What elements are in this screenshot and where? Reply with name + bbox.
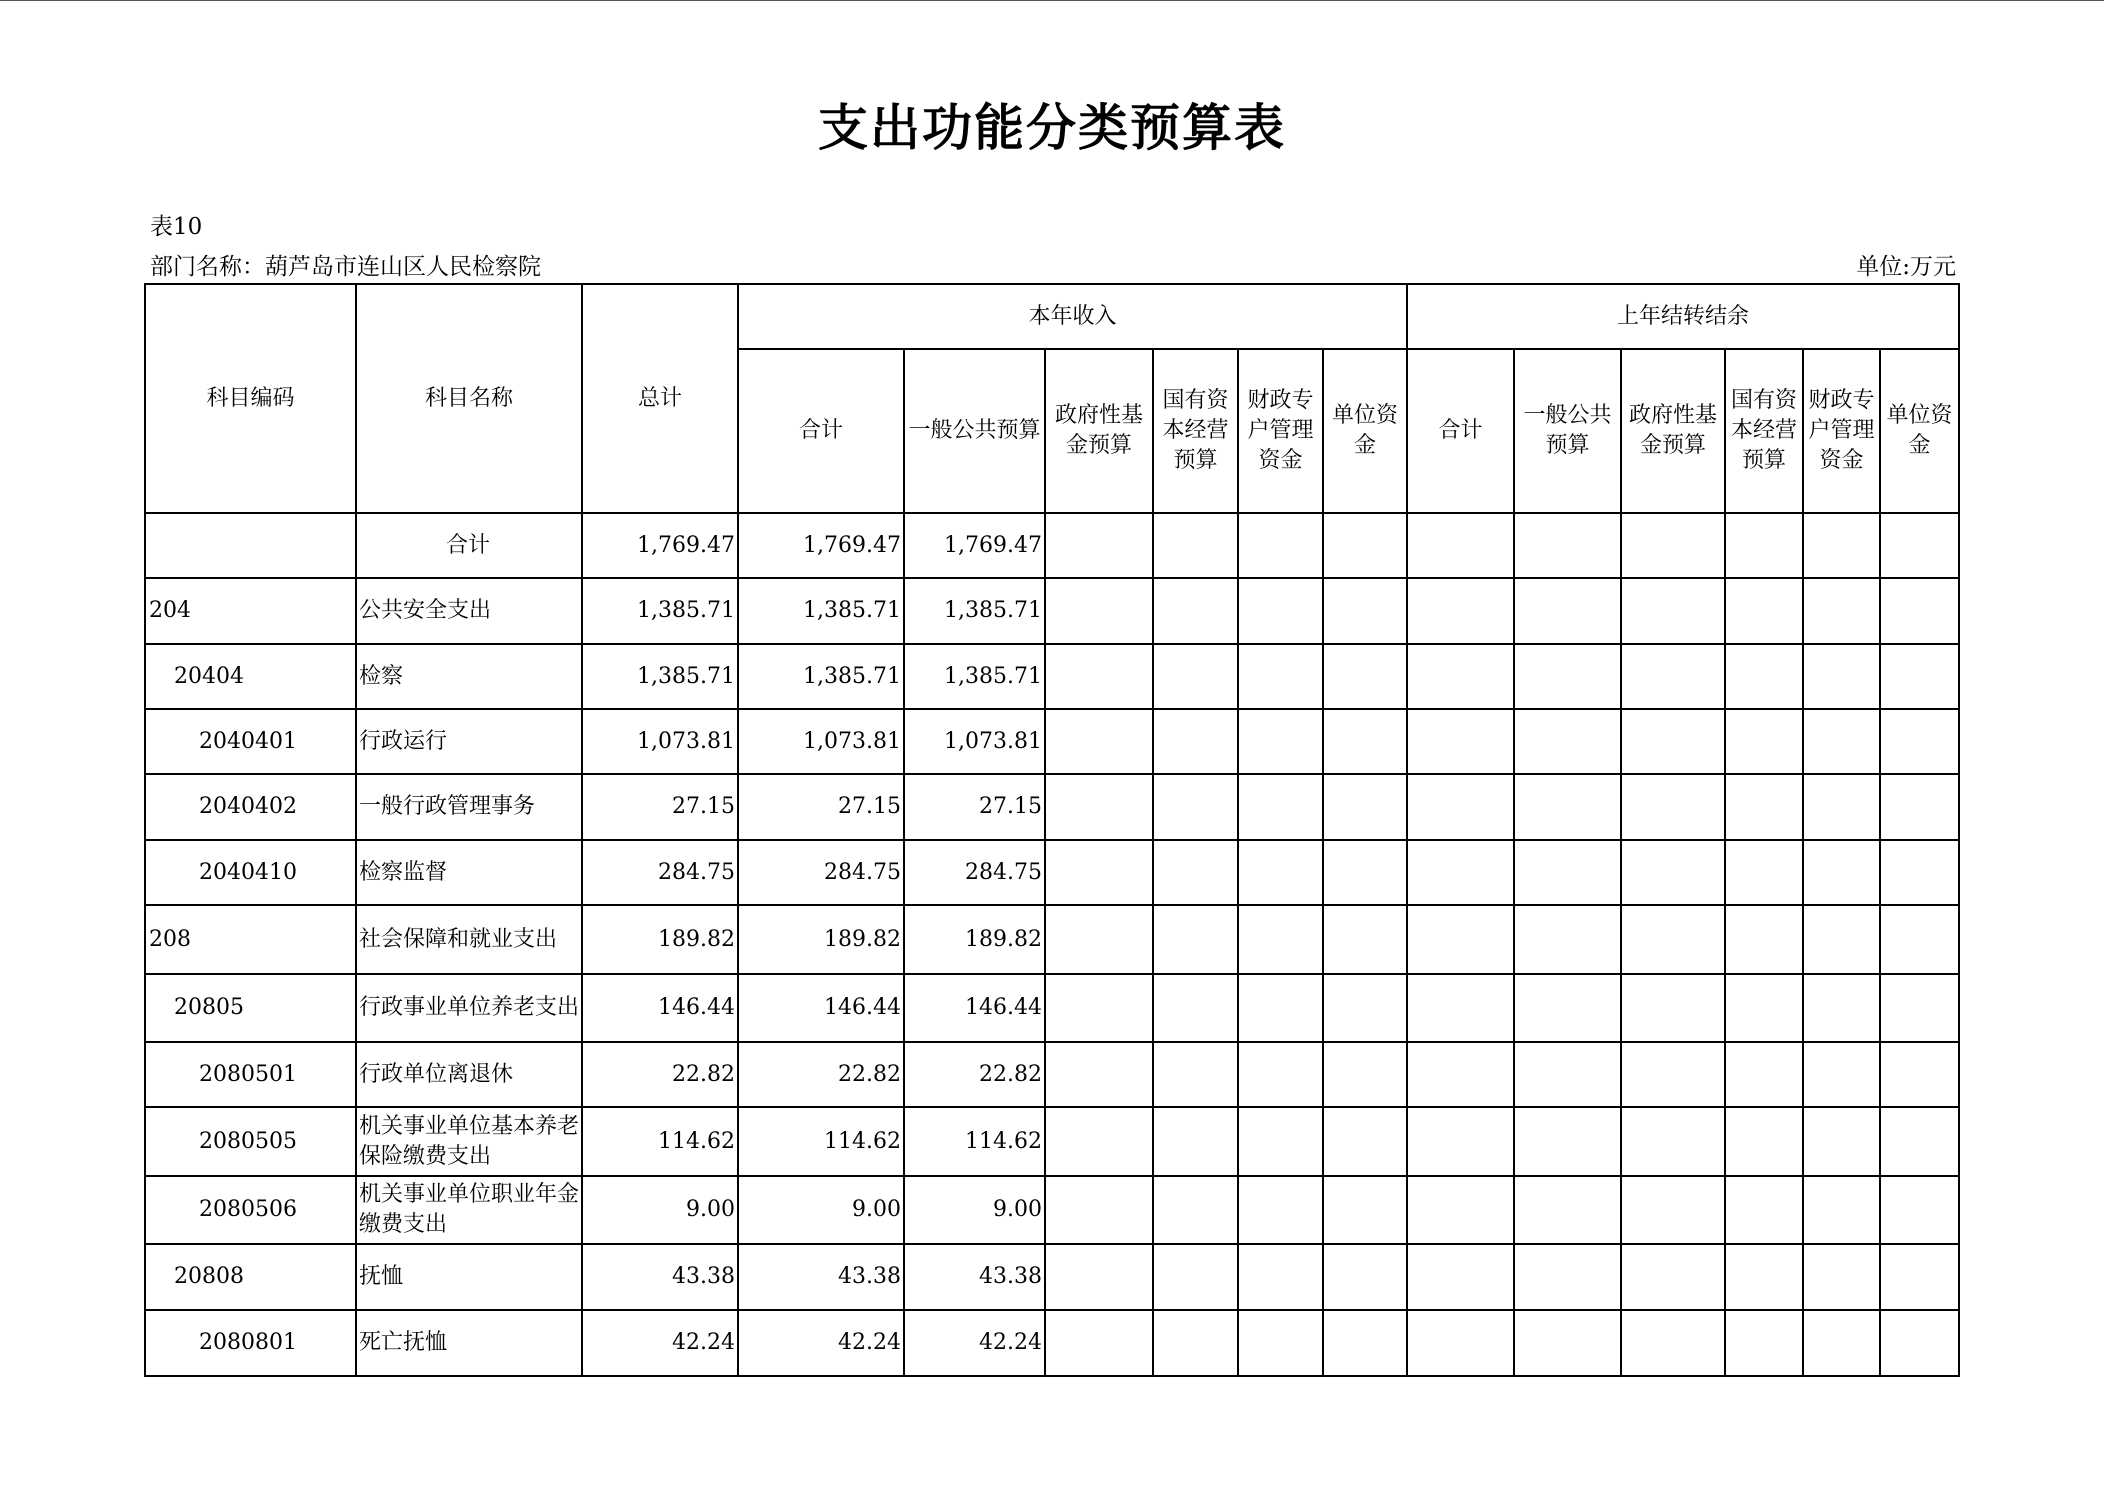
cell-empty [1238, 1176, 1323, 1244]
cell-name: 公共安全支出 [356, 578, 582, 644]
cell-empty [1621, 513, 1725, 578]
cell-empty [1621, 905, 1725, 974]
cell-empty [1803, 578, 1880, 644]
header-current-year: 本年收入 [738, 284, 1407, 349]
cell-empty [1323, 644, 1407, 709]
header-code: 科目编码 [145, 284, 356, 513]
cell-empty [1323, 1107, 1407, 1176]
cell-empty [1238, 905, 1323, 974]
cell-empty [1045, 578, 1153, 644]
cell-empty [1238, 1310, 1323, 1376]
cell-empty [1323, 1176, 1407, 1244]
cell-empty [1407, 774, 1514, 840]
cell-empty [1045, 840, 1153, 905]
cell-empty [1803, 709, 1880, 774]
cell-empty [1153, 974, 1238, 1042]
cell-total: 146.44 [582, 974, 738, 1042]
cell-total: 27.15 [582, 774, 738, 840]
cell-empty [1238, 1042, 1323, 1107]
cell-empty [1323, 513, 1407, 578]
cell-empty [1153, 709, 1238, 774]
cell-empty [1621, 709, 1725, 774]
cell-empty [1725, 513, 1803, 578]
cell-empty [1803, 1107, 1880, 1176]
header-carryover: 上年结转结余 [1407, 284, 1959, 349]
cell-empty [1045, 774, 1153, 840]
table-number: 表10 [150, 214, 203, 240]
cell-empty [1153, 1176, 1238, 1244]
cell-empty [1880, 644, 1959, 709]
cell-empty [1803, 905, 1880, 974]
cell-cy-general: 189.82 [904, 905, 1045, 974]
cell-empty [1045, 1244, 1153, 1310]
cell-empty [1803, 644, 1880, 709]
cell-total: 189.82 [582, 905, 738, 974]
cell-name: 行政事业单位养老支出 [356, 974, 582, 1042]
cell-empty [1725, 1244, 1803, 1310]
header-cy-special: 财政专户管理资金 [1238, 349, 1323, 513]
cell-total: 114.62 [582, 1107, 738, 1176]
cell-empty [1153, 1244, 1238, 1310]
cell-code: 20404 [145, 644, 356, 709]
cell-empty [1621, 644, 1725, 709]
cell-empty [1880, 840, 1959, 905]
cell-cy-total: 114.62 [738, 1107, 904, 1176]
cell-empty [1045, 1042, 1153, 1107]
cell-code [145, 513, 356, 578]
cell-code: 2080801 [145, 1310, 356, 1376]
cell-empty [1045, 1107, 1153, 1176]
cell-empty [1803, 1244, 1880, 1310]
cell-empty [1238, 1107, 1323, 1176]
cell-empty [1621, 1244, 1725, 1310]
cell-cy-total: 1,769.47 [738, 513, 904, 578]
cell-code: 2040402 [145, 774, 356, 840]
cell-total: 1,073.81 [582, 709, 738, 774]
cell-empty [1725, 1042, 1803, 1107]
cell-name: 合计 [356, 513, 582, 578]
cell-empty [1407, 709, 1514, 774]
cell-cy-total: 284.75 [738, 840, 904, 905]
cell-code: 208 [145, 905, 356, 974]
cell-empty [1238, 644, 1323, 709]
header-name: 科目名称 [356, 284, 582, 513]
cell-empty [1153, 578, 1238, 644]
cell-empty [1725, 709, 1803, 774]
cell-cy-general: 1,385.71 [904, 578, 1045, 644]
cell-cy-general: 27.15 [904, 774, 1045, 840]
table-row [145, 1107, 1959, 1176]
cell-code: 204 [145, 578, 356, 644]
cell-cy-total: 1,385.71 [738, 644, 904, 709]
cell-empty [1514, 1107, 1621, 1176]
cell-empty [1153, 905, 1238, 974]
table-row [145, 709, 1959, 774]
cell-empty [1514, 709, 1621, 774]
cell-empty [1514, 974, 1621, 1042]
cell-empty [1153, 644, 1238, 709]
cell-empty [1407, 840, 1514, 905]
cell-name: 行政运行 [356, 709, 582, 774]
unit-label: 单位:万元 [1856, 254, 1956, 280]
cell-empty [1621, 974, 1725, 1042]
cell-empty [1514, 1042, 1621, 1107]
cell-empty [1153, 840, 1238, 905]
table-row [145, 1310, 1959, 1376]
cell-empty [1621, 1042, 1725, 1107]
cell-empty [1238, 974, 1323, 1042]
cell-empty [1725, 1310, 1803, 1376]
cell-empty [1153, 774, 1238, 840]
cell-empty [1045, 709, 1153, 774]
table-row [145, 1244, 1959, 1310]
cell-empty [1514, 1244, 1621, 1310]
cell-total: 43.38 [582, 1244, 738, 1310]
cell-empty [1323, 974, 1407, 1042]
cell-empty [1045, 1176, 1153, 1244]
cell-empty [1725, 644, 1803, 709]
cell-cy-general: 1,385.71 [904, 644, 1045, 709]
cell-empty [1725, 1176, 1803, 1244]
table-row [145, 974, 1959, 1042]
cell-empty [1514, 840, 1621, 905]
page-top-border [0, 0, 2104, 1]
cell-empty [1045, 974, 1153, 1042]
cell-name: 社会保障和就业支出 [356, 905, 582, 974]
cell-cy-total: 22.82 [738, 1042, 904, 1107]
cell-empty [1407, 974, 1514, 1042]
cell-empty [1407, 1176, 1514, 1244]
cell-empty [1045, 905, 1153, 974]
cell-empty [1407, 1244, 1514, 1310]
cell-cy-general: 43.38 [904, 1244, 1045, 1310]
page-title: 支出功能分类预算表 [818, 99, 1286, 157]
cell-code: 20805 [145, 974, 356, 1042]
table-body [145, 513, 1959, 1376]
cell-name: 机关事业单位职业年金缴费支出 [356, 1176, 582, 1244]
header-cy-state-capital: 国有资本经营预算 [1153, 349, 1238, 513]
cell-empty [1045, 644, 1153, 709]
header-total: 总计 [582, 284, 738, 513]
cell-empty [1880, 1042, 1959, 1107]
cell-empty [1880, 1310, 1959, 1376]
cell-empty [1407, 513, 1514, 578]
cell-empty [1621, 1176, 1725, 1244]
cell-empty [1803, 1042, 1880, 1107]
table-row [145, 1042, 1959, 1107]
cell-empty [1880, 905, 1959, 974]
cell-total: 1,385.71 [582, 578, 738, 644]
cell-empty [1407, 644, 1514, 709]
cell-empty [1153, 513, 1238, 578]
cell-code: 2040401 [145, 709, 356, 774]
cell-total: 42.24 [582, 1310, 738, 1376]
cell-empty [1621, 1107, 1725, 1176]
cell-empty [1238, 709, 1323, 774]
cell-empty [1407, 1310, 1514, 1376]
cell-empty [1621, 578, 1725, 644]
table-row [145, 774, 1959, 840]
cell-empty [1045, 1310, 1153, 1376]
cell-code: 2040410 [145, 840, 356, 905]
cell-empty [1880, 1176, 1959, 1244]
cell-empty [1803, 1310, 1880, 1376]
cell-empty [1407, 1107, 1514, 1176]
cell-empty [1514, 513, 1621, 578]
table-row [145, 905, 1959, 974]
cell-empty [1407, 578, 1514, 644]
cell-empty [1803, 774, 1880, 840]
cell-empty [1880, 974, 1959, 1042]
cell-empty [1880, 774, 1959, 840]
cell-total: 1,769.47 [582, 513, 738, 578]
cell-total: 22.82 [582, 1042, 738, 1107]
department-name: 部门名称：葫芦岛市连山区人民检察院 [150, 254, 541, 280]
header-co-special: 财政专户管理资金 [1803, 349, 1880, 513]
header-co-unit: 单位资金 [1880, 349, 1959, 513]
cell-code: 2080505 [145, 1107, 356, 1176]
cell-empty [1880, 578, 1959, 644]
cell-empty [1238, 578, 1323, 644]
cell-empty [1323, 578, 1407, 644]
cell-cy-total: 43.38 [738, 1244, 904, 1310]
cell-cy-general: 9.00 [904, 1176, 1045, 1244]
cell-empty [1803, 974, 1880, 1042]
cell-empty [1803, 840, 1880, 905]
cell-empty [1880, 1107, 1959, 1176]
cell-code: 20808 [145, 1244, 356, 1310]
cell-empty [1238, 1244, 1323, 1310]
cell-empty [1621, 840, 1725, 905]
header-co-gov-fund: 政府性基金预算 [1621, 349, 1725, 513]
cell-cy-total: 42.24 [738, 1310, 904, 1376]
table-header [145, 284, 1959, 513]
header-co-total: 合计 [1407, 349, 1514, 513]
cell-empty [1514, 644, 1621, 709]
cell-total: 284.75 [582, 840, 738, 905]
budget-table [144, 283, 1960, 1377]
cell-name: 检察监督 [356, 840, 582, 905]
cell-empty [1323, 1042, 1407, 1107]
cell-empty [1514, 578, 1621, 644]
cell-cy-total: 189.82 [738, 905, 904, 974]
cell-name: 行政单位离退休 [356, 1042, 582, 1107]
header-cy-gov-fund: 政府性基金预算 [1045, 349, 1153, 513]
cell-empty [1621, 1310, 1725, 1376]
cell-cy-total: 1,385.71 [738, 578, 904, 644]
cell-empty [1514, 905, 1621, 974]
cell-empty [1725, 774, 1803, 840]
header-cy-general: 一般公共预算 [904, 349, 1045, 513]
cell-empty [1153, 1042, 1238, 1107]
cell-empty [1514, 774, 1621, 840]
cell-empty [1725, 1107, 1803, 1176]
cell-total: 9.00 [582, 1176, 738, 1244]
cell-empty [1725, 578, 1803, 644]
cell-empty [1323, 1310, 1407, 1376]
cell-empty [1153, 1310, 1238, 1376]
cell-empty [1725, 905, 1803, 974]
header-co-general: 一般公共预算 [1514, 349, 1621, 513]
cell-empty [1880, 1244, 1959, 1310]
table-row [145, 644, 1959, 709]
cell-name: 检察 [356, 644, 582, 709]
table-row [145, 1176, 1959, 1244]
cell-empty [1323, 905, 1407, 974]
cell-empty [1238, 840, 1323, 905]
cell-name: 死亡抚恤 [356, 1310, 582, 1376]
cell-empty [1880, 513, 1959, 578]
cell-cy-general: 114.62 [904, 1107, 1045, 1176]
cell-cy-total: 9.00 [738, 1176, 904, 1244]
cell-empty [1407, 1042, 1514, 1107]
cell-empty [1323, 709, 1407, 774]
header-co-state-capital: 国有资本经营预算 [1725, 349, 1803, 513]
table-row [145, 513, 1959, 578]
cell-total: 1,385.71 [582, 644, 738, 709]
cell-empty [1407, 905, 1514, 974]
cell-empty [1803, 513, 1880, 578]
header-cy-total: 合计 [738, 349, 904, 513]
cell-empty [1323, 774, 1407, 840]
cell-empty [1323, 1244, 1407, 1310]
cell-name: 一般行政管理事务 [356, 774, 582, 840]
cell-code: 2080501 [145, 1042, 356, 1107]
cell-empty [1238, 513, 1323, 578]
cell-cy-general: 42.24 [904, 1310, 1045, 1376]
cell-empty [1514, 1310, 1621, 1376]
cell-cy-total: 146.44 [738, 974, 904, 1042]
header-cy-unit: 单位资金 [1323, 349, 1407, 513]
cell-cy-general: 22.82 [904, 1042, 1045, 1107]
cell-empty [1514, 1176, 1621, 1244]
cell-cy-general: 146.44 [904, 974, 1045, 1042]
cell-empty [1725, 840, 1803, 905]
cell-cy-general: 1,073.81 [904, 709, 1045, 774]
cell-empty [1045, 513, 1153, 578]
cell-empty [1803, 1176, 1880, 1244]
cell-empty [1323, 840, 1407, 905]
cell-empty [1725, 974, 1803, 1042]
cell-cy-total: 27.15 [738, 774, 904, 840]
cell-cy-total: 1,073.81 [738, 709, 904, 774]
cell-name: 机关事业单位基本养老保险缴费支出 [356, 1107, 582, 1176]
table-row [145, 578, 1959, 644]
cell-cy-general: 284.75 [904, 840, 1045, 905]
cell-empty [1238, 774, 1323, 840]
cell-empty [1621, 774, 1725, 840]
table-row [145, 840, 1959, 905]
cell-name: 抚恤 [356, 1244, 582, 1310]
cell-empty [1153, 1107, 1238, 1176]
cell-cy-general: 1,769.47 [904, 513, 1045, 578]
cell-code: 2080506 [145, 1176, 356, 1244]
cell-empty [1880, 709, 1959, 774]
